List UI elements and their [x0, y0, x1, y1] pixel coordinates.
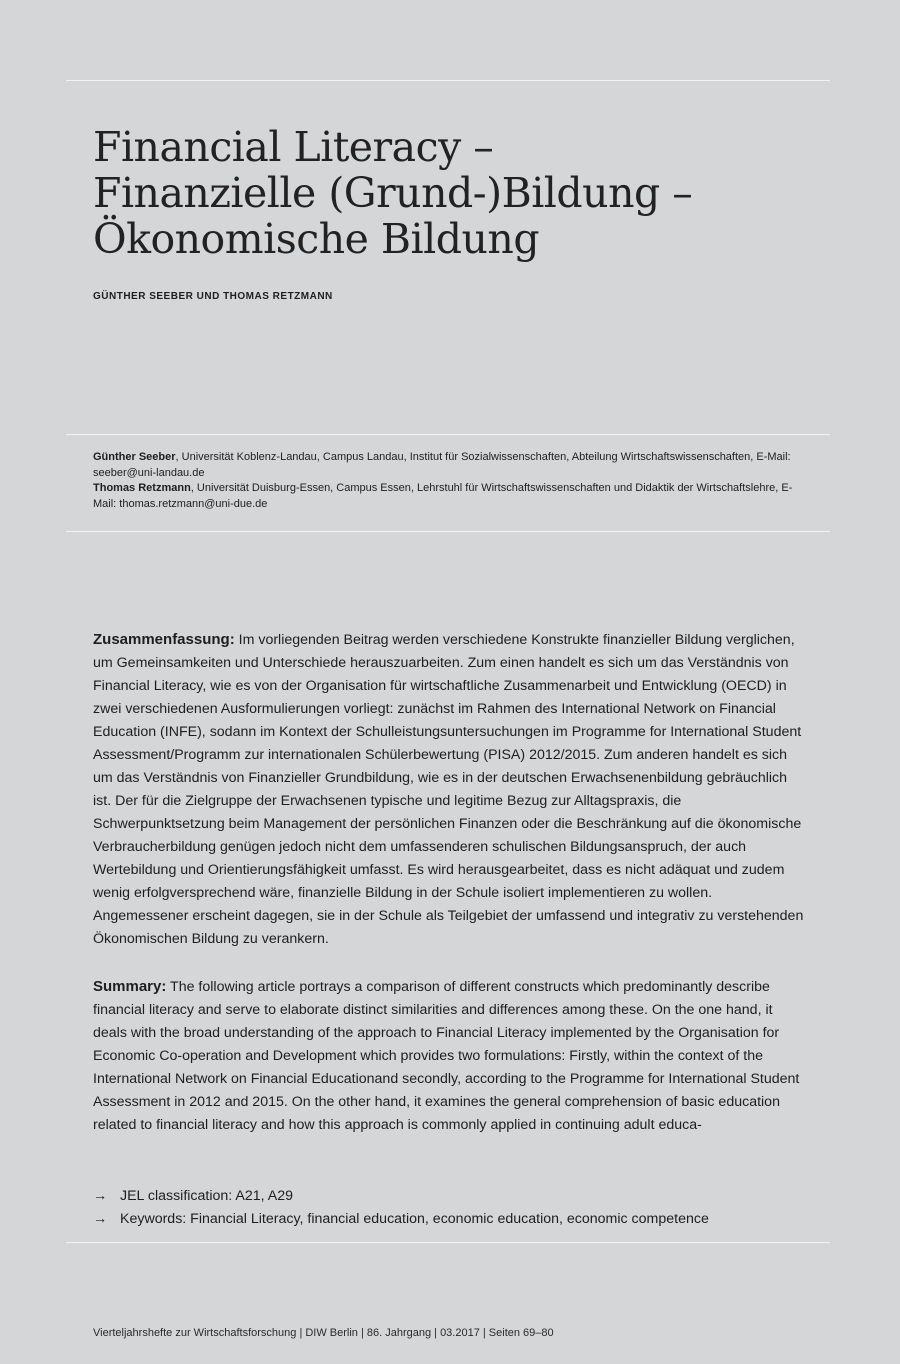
arrow-icon: →	[93, 1188, 108, 1204]
authors: GÜNTHER SEEBER UND THOMAS RETZMANN	[93, 291, 333, 302]
abstract-german-label: Zusammenfassung:	[93, 631, 235, 648]
title-line-1: Financial Literacy –	[93, 123, 494, 171]
arrow-icon: →	[93, 1211, 108, 1227]
affiliation-name: Thomas Retzmann	[93, 482, 191, 494]
affiliation-top-rule	[66, 434, 830, 435]
classification-block	[93, 1185, 709, 1231]
abstract-english	[93, 975, 808, 1137]
title-line-3: Ökonomische Bildung	[93, 215, 540, 263]
affiliation-text: , Universität Koblenz-Landau, Campus Landau, Institut für Sozialwissenschaften, Abteilung Wirtschaftswissenschaften, E-Mail: seeber@uni-landau.de	[93, 451, 791, 479]
jel-line	[93, 1185, 709, 1208]
abstract-english-text: The following article portrays a comparison of different constructs which predominantly describe financial literacy and serve to elaborate distinct similarities and differences among these. On the one hand, it deals with the broad understanding of the approach to Financial Literacy implemented by the Organisation for Economic Co-operation and Development which provides two formulations: Firstly, within the context of the International Network on Financial Educationand secondly, according to the Programme for International Student Assessment in 2012 and 2015. On the other hand, it examines the general comprehension of basic education related to financial literacy and how this approach is commonly applied in continuing adult educa-	[93, 979, 800, 1133]
jel-classification: JEL classification: A21, A29	[120, 1188, 293, 1204]
bottom-rule	[66, 1242, 830, 1243]
abstract-german	[93, 628, 808, 951]
affiliation-name: Günther Seeber	[93, 451, 176, 463]
affiliation-retzmann	[93, 481, 813, 512]
top-rule	[66, 80, 830, 81]
affiliation-bottom-rule	[66, 531, 830, 532]
keywords: Keywords: Financial Literacy, financial education, economic education, economic competence	[120, 1211, 709, 1227]
journal-footer: Vierteljahrshefte zur Wirtschaftsforschung | DIW Berlin | 86. Jahrgang | 03.2017 | Seiten 69–80	[93, 1327, 554, 1339]
affiliation-seeber	[93, 450, 813, 481]
article-title	[93, 124, 813, 262]
affiliations	[93, 450, 813, 512]
affiliation-text: , Universität Duisburg-Essen, Campus Essen, Lehrstuhl für Wirtschaftswissenschaften und Didaktik der Wirtschaftslehre, E-Mail: thomas.retzmann@uni-due.de	[93, 482, 793, 510]
keywords-line	[93, 1208, 709, 1231]
abstract-german-text: Im vorliegenden Beitrag werden verschiedene Konstrukte finanzieller Bildung verglichen, um Gemeinsamkeiten und Unterschiede herauszuarbeiten. Zum einen handelt es sich um das Verständnis von Financial Literacy, wie es von der Organisation für wirtschaftliche Zusammenarbeit und Entwicklung (OECD) in zwei verschiedenen Ausformulierungen vorliegt: zunächst im Rahmen des International Network on Financial Education (INFE), sodann im Kontext der Schulleistungsuntersuchungen im Programme for International Student Assessment/Programm zur internationalen Schülerbewertung (PISA) 2012/2015. Zum anderen handelt es sich um das Verständnis von Finanzieller Grundbildung, wie es in der deutschen Erwachsenenbildung gebräuchlich ist. Der für die Zielgruppe der Erwachsenen typische und legitime Bezug zur Alltagspraxis, die Schwerpunktsetzung beim Management der persönlichen Finanzen oder die Beschränkung auf die ökonomische Verbraucherbildung genügen jedoch nicht dem umfassenderen schulischen Bildungsanspruch, der auch Wertebildung und Orientierungsfähigkeit umfasst. Es wird herausgearbeitet, dass es nicht adäquat und zudem wenig erfolgversprechend wäre, finanzielle Bildung in der Schule isoliert implementieren zu wollen. Angemessener erscheint dagegen, sie in der Schule als Teilgebiet der umfassend und integrativ zu verstehenden Ökonomischen Bildung zu verankern.	[93, 632, 804, 947]
abstract-english-label: Summary:	[93, 978, 167, 995]
title-line-2: Finanzielle (Grund-)Bildung –	[93, 169, 693, 217]
